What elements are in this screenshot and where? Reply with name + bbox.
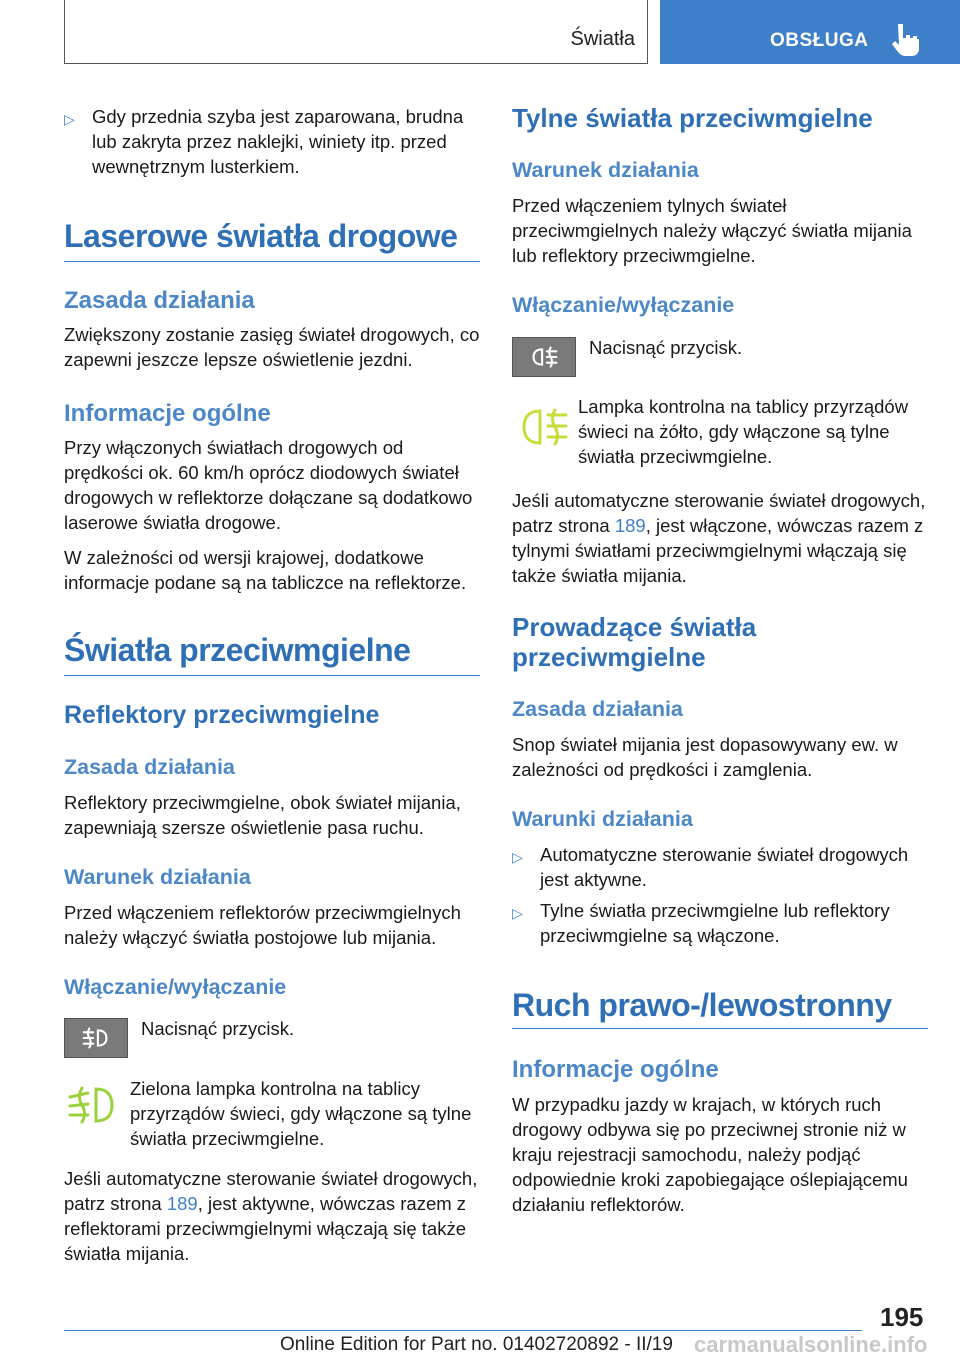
footer-rule [64, 1330, 862, 1331]
rear-fog-auto-text [512, 488, 928, 588]
section-title: Światła [570, 28, 635, 50]
rear-fog-auto-text-after: , jest włączone, wówczas razem z tylnymi światłami przeciwmgielnymi włączają się także światła mijania. [512, 515, 924, 586]
page-number: 195 [880, 1302, 924, 1332]
bullet-marker: ▷ [64, 111, 75, 127]
section-rule [512, 1028, 928, 1029]
guiding-conditions-heading: Warunki działania [512, 807, 693, 831]
list-item [512, 898, 928, 950]
laser-general-heading: Informacje ogólne [64, 400, 271, 427]
laser-principle-heading: Zasada działania [64, 287, 255, 314]
traffic-section-title: Ruch prawo-/lewostronny [512, 987, 892, 1023]
fog-button-text: Nacisnąć przycisk. [141, 1018, 295, 1039]
rear-fog-condition-text: Przed włączeniem tylnych świateł przeciwmgielnych należy włączyć światła mijania lub reflektory przeciwmgielne. [512, 195, 912, 266]
fog-sub-heading: Reflektory przeciwmgielne [64, 701, 380, 729]
rear-fog-onoff-heading: Włączanie/wyłączanie [512, 293, 735, 317]
front-fog-light-icon [65, 1019, 127, 1057]
rear-fog-condition-heading: Warunek działania [512, 158, 699, 182]
guiding-title-line2: przeciwmgielne [512, 642, 706, 672]
guiding-principle-text: Snop świateł mijania jest dopasowywany ew. w zależności od prędkości i zamglenia. [512, 734, 898, 780]
fog-onoff-heading: Włączanie/wyłączanie [64, 975, 287, 999]
rear-fog-button-image [512, 337, 576, 377]
pointing-hand-icon [892, 22, 922, 56]
fog-auto-text-before: Jeśli automatyczne sterowanie świateł drogowych, patrz strona [64, 1168, 478, 1214]
bullet-text: Automatyczne sterowanie świateł drogowych jest aktywne. [540, 844, 909, 890]
page-link-189[interactable]: 189 [166, 1193, 198, 1214]
chapter-tab-label: OBSŁUGA [770, 30, 869, 51]
bullet-marker: ▷ [512, 905, 523, 921]
rear-fog-indicator-icon [512, 402, 574, 452]
guiding-title-line1: Prowadzące światła [512, 612, 757, 642]
fog-condition-text: Przed włączeniem reflektorów przeciwmgielnych należy włączyć światła postojowe lub mijania. [64, 902, 461, 948]
laser-general-text-1: Przy włączonych światłach drogowych od prędkości ok. 60 km/h oprócz diodowych świateł drogowych w reflektorze dołączane są dodatkowo laserowe światła drogowe. [64, 437, 473, 533]
list-item [512, 842, 928, 894]
rear-fog-indicator-text: Lampka kontrolna na tablicy przyrządów świeci na żółto, gdy włączone są tylne światła przeciwmgielne. [578, 396, 909, 467]
rear-fog-button-text: Nacisnąć przycisk. [589, 337, 743, 358]
fog-principle-heading: Zasada działania [64, 755, 235, 779]
fog-indicator-text: Zielona lampka kontrolna na tablicy przyrządów świeci, gdy włączone są tylne światła przeciwmgielne. [130, 1078, 472, 1149]
guiding-principle-heading: Zasada działania [512, 697, 683, 721]
bullet-marker: ▷ [512, 849, 523, 865]
header-frame [64, 0, 648, 64]
page-link-189[interactable]: 189 [614, 515, 646, 536]
bullet-text: Tylne światła przeciwmgielne lub reflektory przeciwmgielne są włączone. [540, 900, 890, 946]
laser-general-text-2: W zależności od wersji krajowej, dodatkowe informacje podane są na tabliczce na reflektorze. [64, 547, 467, 593]
laser-principle-text: Zwiększony zostanie zasięg świateł drogowych, co zapewni jeszcze lepsze oświetlenie jezdni. [64, 324, 480, 370]
bullet-text: Gdy przednia szyba jest zaparowana, brudna lub zakryta przez naklejki, winiety itp. przed wewnętrznym lusterkiem. [92, 106, 464, 177]
fog-auto-text [64, 1166, 480, 1266]
front-fog-indicator-icon [64, 1080, 126, 1130]
laser-section-title: Laserowe światła drogowe [64, 218, 458, 254]
fog-section-title: Światła przeciwmgielne [64, 632, 411, 668]
fog-principle-text: Reflektory przeciwmgielne, obok świateł mijania, zapewniają szersze oświetlenie pasa ruchu. [64, 792, 461, 838]
traffic-general-heading: Informacje ogólne [512, 1056, 719, 1083]
front-fog-button-image [64, 1018, 128, 1058]
section-rule [64, 261, 480, 262]
watermark: carmanualsonline.info [694, 1332, 928, 1357]
fog-auto-text-after: , jest aktywne, wówczas razem z reflektorami przeciwmgielnymi włączają się także światła mijania. [64, 1193, 467, 1264]
rear-fog-light-icon [513, 338, 575, 376]
chapter-tab[interactable] [660, 0, 960, 64]
footer-edition-text: Online Edition for Part no. 01402720892 - II/19 [280, 1334, 673, 1355]
fog-condition-heading: Warunek działania [64, 865, 251, 889]
section-rule [64, 675, 480, 676]
rear-fog-title: Tylne światła przeciwmgielne [512, 103, 873, 133]
traffic-general-text: W przypadku jazdy w krajach, w których ruch drogowy odbywa się po przeciwnej stronie niż w kraju rejestracji samochodu, należy podjąć odpowiednie kroki zapobiegające oślepiającemu działaniu reflektorów. [512, 1094, 908, 1215]
rear-fog-auto-text-before: Jeśli automatyczne sterowanie świateł drogowych, patrz strona [512, 490, 926, 536]
